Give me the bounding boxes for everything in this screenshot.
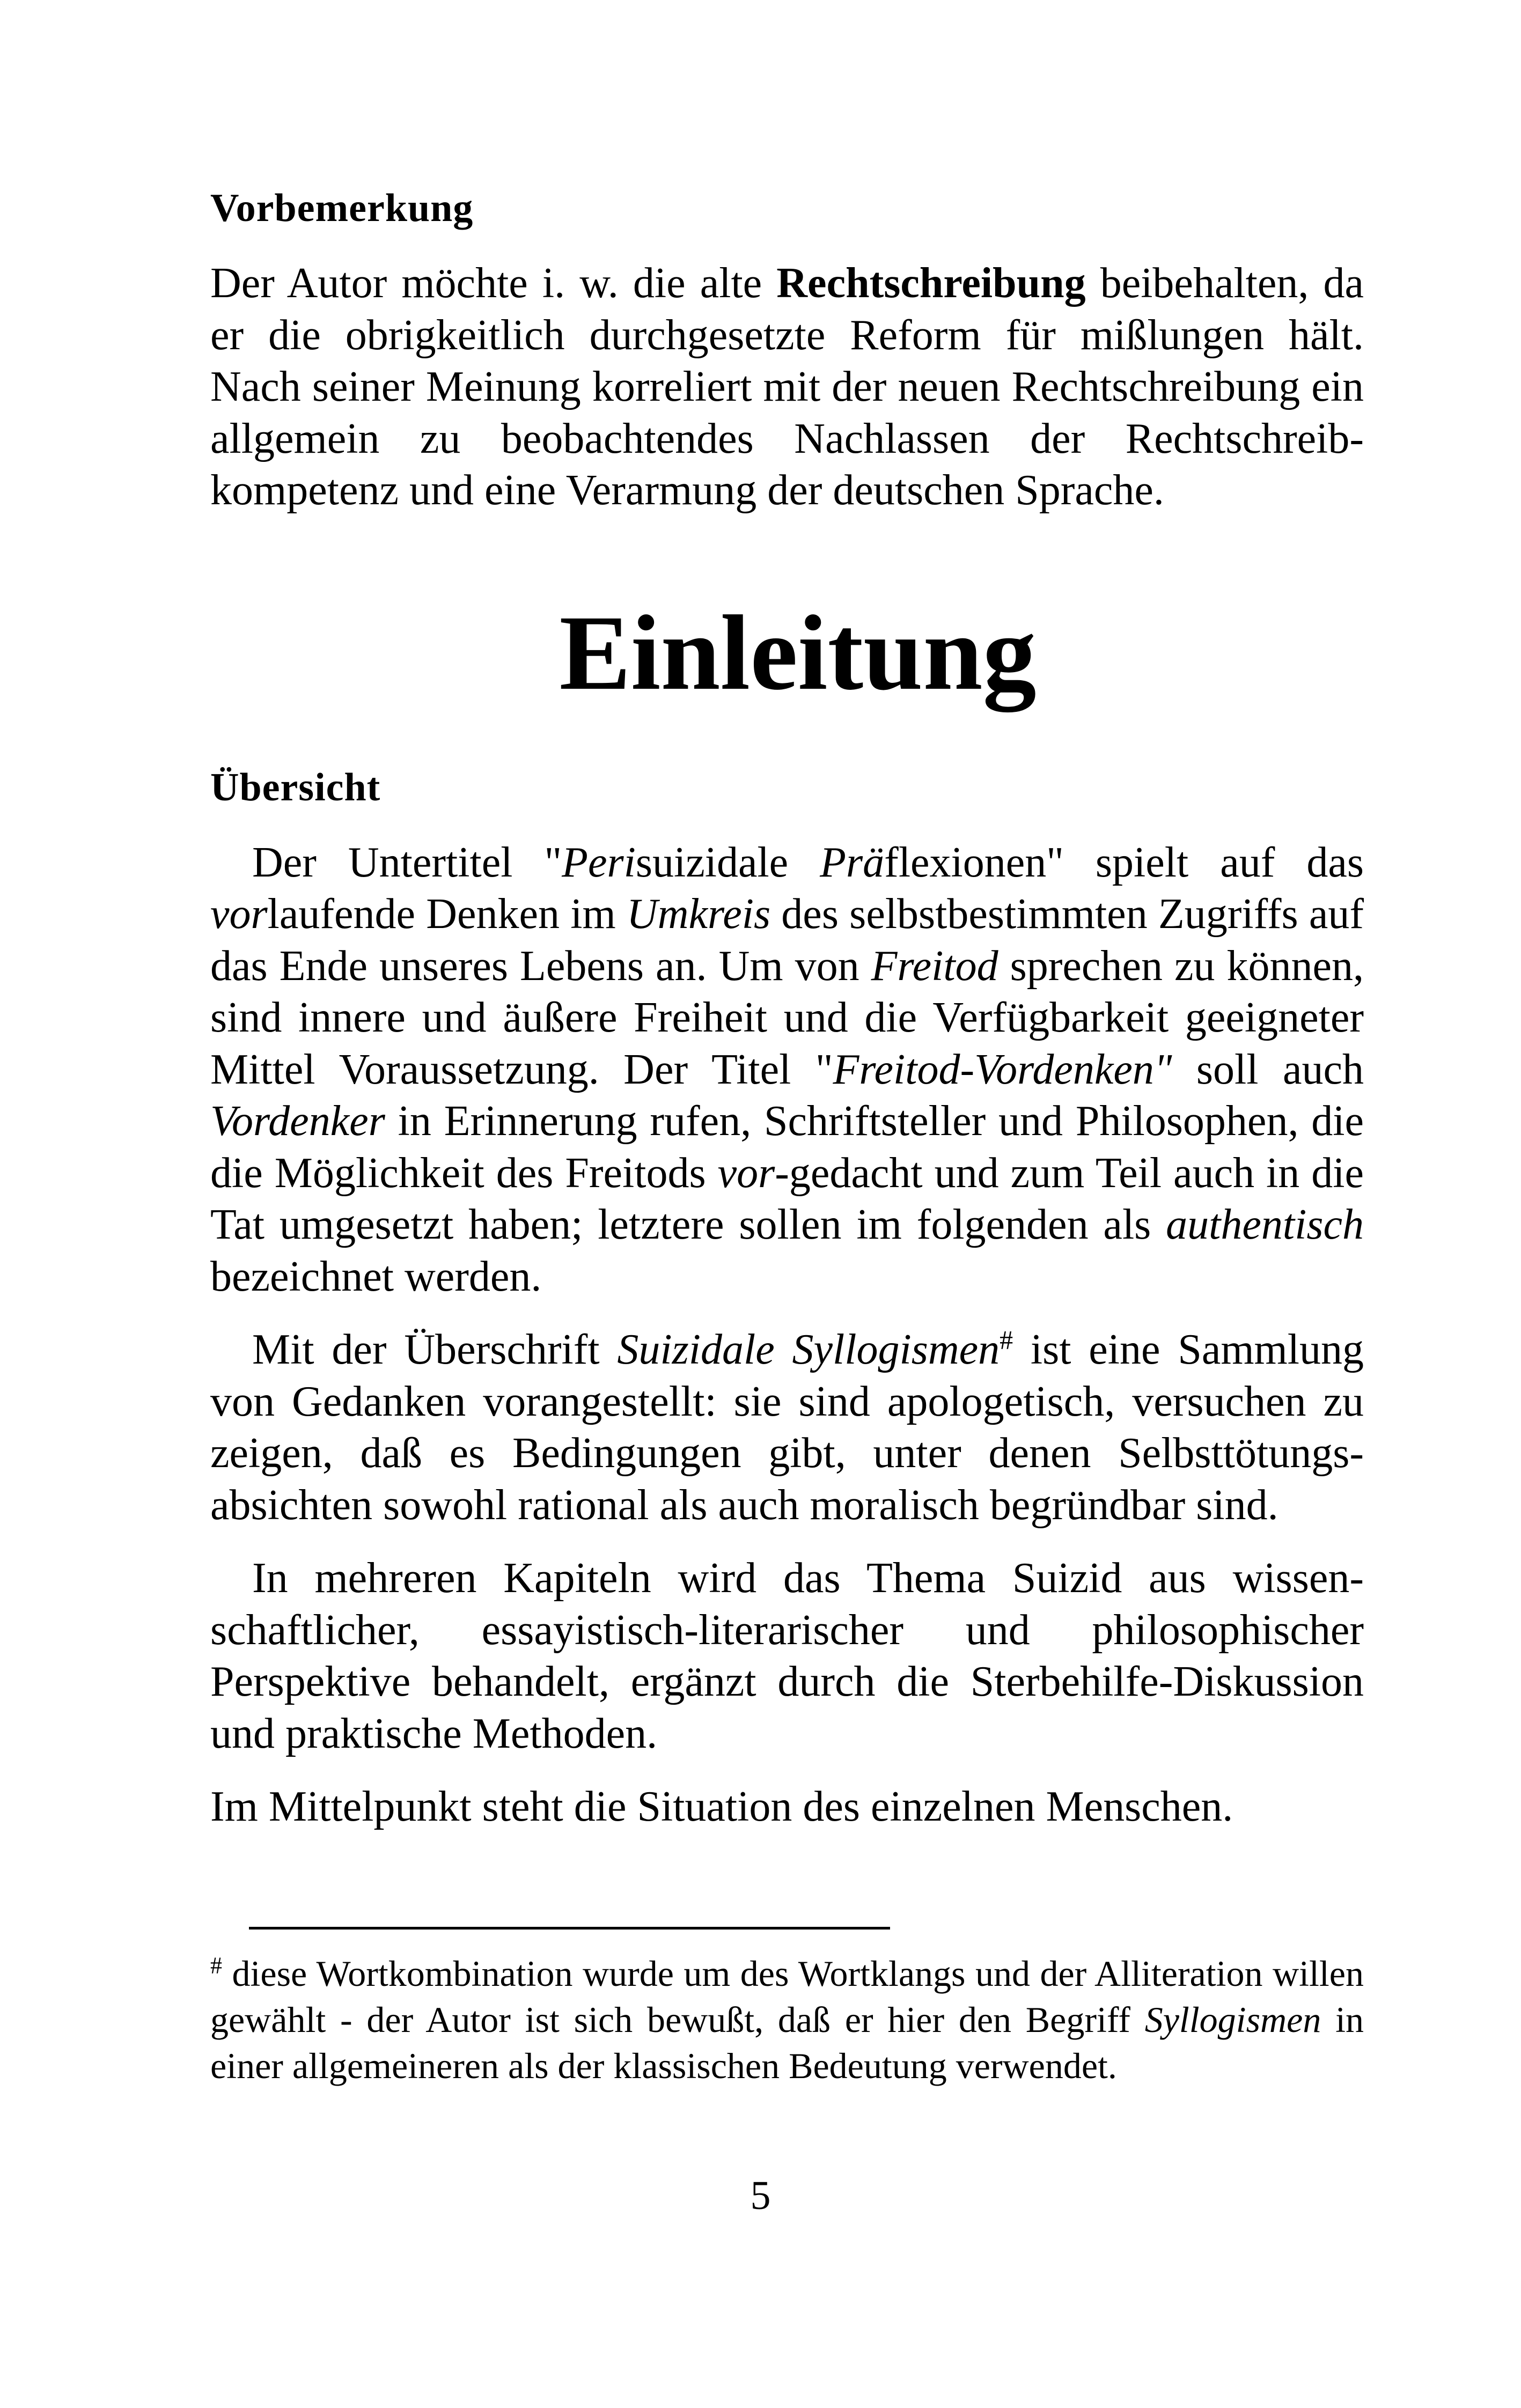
uebersicht-paragraph-1 [210,837,1364,1303]
italic-run: Peri [562,838,636,886]
vorbemerkung-text-2: beibehalten, da er die obrigkeitlich durchgesetzte Reform für mißlungen hält. Nach seiner Meinung korreliert mit der neuen Rechtschreibung ein allgemein zu beobachtendes Nachlassen der Rechtschreibkompetenz und eine Verarmung der deutschen Sprache. [210,260,1364,514]
vorbemerkung-section [210,182,1364,517]
text-run: in einer allgemeineren als der klassischen Bedeutung verwendet. [210,1999,1364,2086]
page-body [210,182,1364,1833]
text-run: sprechen zu können, sind innere und äußere Freiheit und die Verfügbarkeit geeigneter Mittel Voraussetzung. Der Titel " [210,942,1364,1093]
text-run: suizidale [635,838,820,886]
uebersicht-heading: Übersicht [210,765,381,809]
italic-run: Vordenker [210,1098,385,1145]
footnote-reference-marker: # [1000,1324,1013,1355]
text-run: flexionen" spielt auf das [884,838,1364,886]
text-run: diese Wortkombination wurde um des Wortklangs und der Alliteration willen gewählt - der Autor ist sich bewußt, daß er hier den Begriff [210,1953,1364,2040]
text-run: Mit der Überschrift [252,1326,618,1373]
vorbemerkung-heading: Vorbemerkung [210,186,474,230]
vorbemerkung-bold-term: Rechtschreibung [776,260,1086,307]
italic-run: Freitod-Vordenken" [833,1045,1172,1093]
italic-run: vor [210,890,268,938]
uebersicht-paragraph-2 [210,1324,1364,1531]
footnote [210,1950,1364,2089]
chapter-title: Einleitung [559,593,1037,712]
uebersicht-paragraph-3: In mehreren Kapiteln wird das Thema Suizid aus wissenschaftlicher, essayistisch-literarischer und philosophischer Perspektive behandelt, ergänzt durch die Sterbehilfe-Diskussion und praktische Methoden. [210,1555,1364,1757]
italic-run: authentisch [1166,1201,1364,1248]
footnote-marker: # [210,1952,222,1979]
italic-run: Prä [820,838,885,886]
italic-run: Umkreis [626,890,771,938]
italic-run: vor [717,1149,775,1197]
text-run: bezeichnet werden. [210,1253,542,1300]
text-run: ist eine Sammlung von Gedanken vorangestellt: sie sind apologetisch, versuchen zu zeigen, daß es Bedingungen gibt, unter denen Selbsttötungsabsichten sowohl rational als auch moralisch begründbar sind. [210,1326,1364,1529]
italic-run: Suizidale Syllogismen [617,1326,1000,1373]
footnote-separator-rule [249,1927,890,1930]
vorbemerkung-paragraph [210,257,1364,517]
text-run: laufende Denken im [267,890,627,938]
uebersicht-paragraph-4: Im Mittelpunkt steht die Situation des einzelnen Menschen. [210,1783,1233,1830]
italic-run: Freitod [871,942,998,990]
italic-run: Syllogismen [1144,1999,1321,2040]
text-run: des selbstbestimmten Zugriffs auf das Ende unseres Lebens an. Um von [210,890,1364,990]
text-run: in Erinnerung rufen, Schriftsteller und Philosophen, die die Möglichkeit des Freitods [210,1098,1364,1197]
vorbemerkung-text-1: Der Autor möchte i. w. die alte [210,260,777,307]
text-run: soll auch [1172,1045,1364,1093]
text-run: Der Untertitel " [252,838,562,886]
page-number: 5 [750,2173,771,2218]
text-run: -gedacht und zum Teil auch in die Tat umgesetzt haben; letztere sollen im folgenden als [210,1149,1364,1248]
